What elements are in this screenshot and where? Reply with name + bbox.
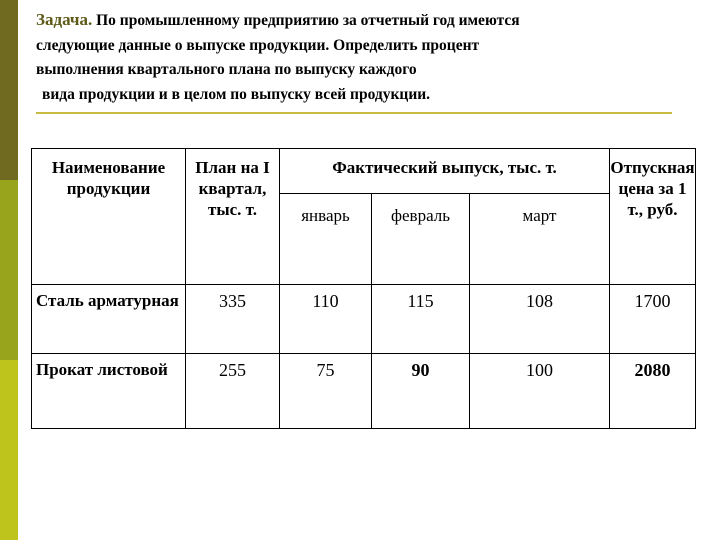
cell-price: 1700: [610, 285, 696, 354]
row-name: Прокат листовой: [32, 354, 186, 429]
sidebar-decoration: [0, 0, 18, 540]
task-line-2: следующие данные о выпуске продукции. Определить процент: [36, 36, 480, 54]
cell-plan: 255: [186, 354, 280, 429]
cell-mar: 108: [470, 285, 610, 354]
cell-feb: 90: [372, 354, 470, 429]
task-line-1-text: По промышленному предприятию за отчетный год имеются: [92, 12, 520, 29]
header-month-mar: март: [470, 194, 610, 285]
cell-feb: 115: [372, 285, 470, 354]
table-row: [32, 354, 696, 429]
cell-plan: 335: [186, 285, 280, 354]
divider-rule: [36, 112, 672, 114]
cell-mar: 100: [470, 354, 610, 429]
sidebar-band-dark: [0, 0, 18, 180]
header-month-feb: февраль: [372, 194, 470, 285]
header-name: Наименование продукции: [32, 149, 186, 285]
sidebar-band-mid: [0, 180, 18, 360]
table-row: [32, 285, 696, 354]
cell-price: 2080: [610, 354, 696, 429]
task-label: Задача.: [36, 10, 93, 29]
header-plan: План на I квартал, тыс. т.: [186, 149, 280, 285]
header-row-1: [32, 149, 696, 194]
header-fact: Фактический выпуск, тыс. т.: [280, 149, 610, 194]
cell-jan: 75: [280, 354, 372, 429]
row-name: Сталь арматурная: [32, 285, 186, 354]
production-table: [31, 148, 696, 429]
header-price: Отпускная цена за 1 т., руб.: [610, 149, 696, 285]
sidebar-band-light: [0, 360, 18, 540]
task-line-3: выполнения квартального плана по выпуску каждого: [36, 61, 417, 78]
cell-jan: 110: [280, 285, 372, 354]
task-text: [36, 8, 696, 107]
header-month-jan: январь: [280, 194, 372, 285]
task-line-4: вида продукции и в целом по выпуску всей продукции.: [42, 85, 431, 103]
task-line-1: [36, 8, 696, 34]
